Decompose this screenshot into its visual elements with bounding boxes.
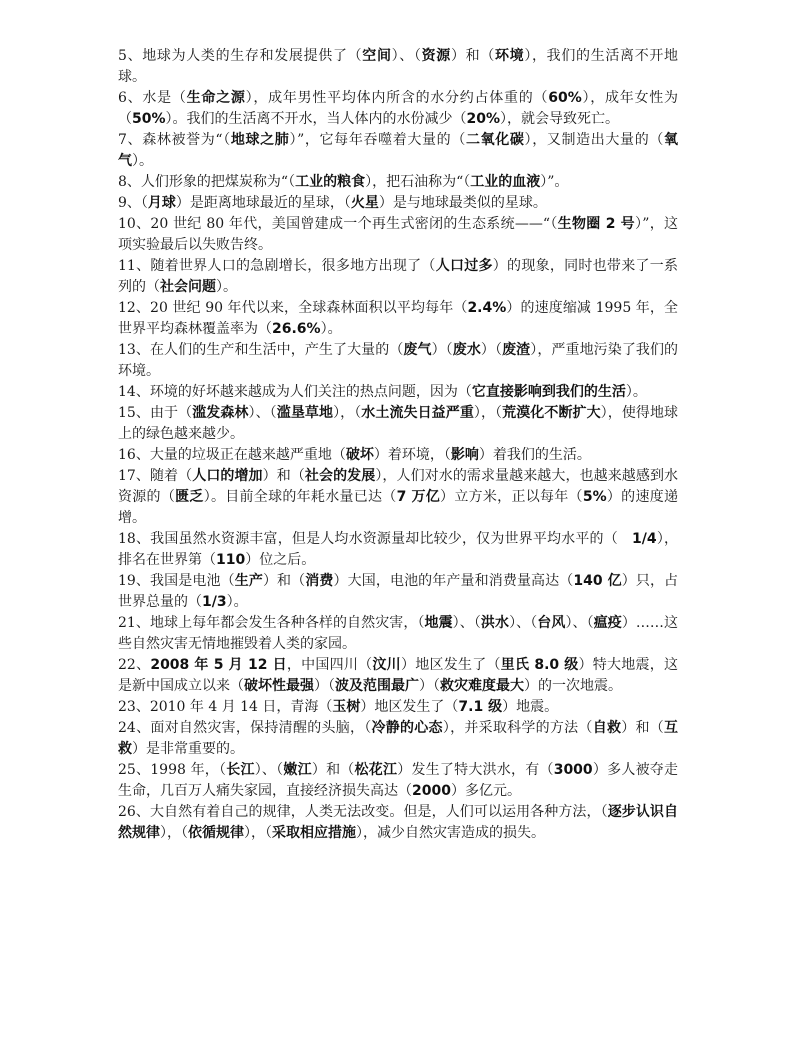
answer-text: 嫩江	[283, 762, 312, 778]
question-text: ）。	[625, 384, 647, 400]
question-text: ）大国，电池的年产量和消费量高达（	[333, 573, 574, 589]
answer-text: 地震	[424, 615, 453, 631]
question-text: 12、20 世纪 90 年代以来，全球森林面积以平均每年（	[118, 300, 468, 316]
question-text: ）和（	[450, 48, 495, 64]
question-text: 7、森林被誉为“（	[118, 132, 231, 148]
question-item	[118, 340, 678, 382]
question-text: ）（	[480, 342, 503, 358]
question-item	[118, 193, 678, 214]
question-text: ）着我们的生活。	[478, 447, 591, 463]
question-item	[118, 445, 678, 466]
question-text: ），人们对水的需求量越来越大，也越来越感到水资源的（	[118, 468, 679, 505]
answer-text: 破坏性最强	[244, 678, 314, 694]
answer-text: 氧气	[118, 132, 678, 169]
answer-text: 工业的血液	[470, 174, 541, 190]
answer-text: 26.6%	[272, 321, 321, 337]
question-text: ）是距离地球最近的星球，（	[175, 195, 351, 211]
answer-text: 人口过多	[435, 258, 493, 274]
question-text: 25、1998 年，（	[118, 762, 227, 778]
answer-text: 汶川	[372, 657, 401, 673]
answer-text: 自救	[592, 720, 622, 736]
answer-text: 环境	[495, 48, 525, 64]
answer-text: 50%	[132, 111, 166, 127]
answer-text: 2.4%	[467, 300, 507, 316]
question-text: 11、随着世界人口的急剧增长，很多地方出现了（	[118, 258, 436, 274]
question-item	[118, 256, 678, 298]
answer-text: 洪水	[480, 615, 510, 631]
answer-text: 滥发森林	[192, 405, 249, 421]
question-text: ）地震。	[502, 699, 559, 715]
question-text: ）着环境，（	[373, 447, 451, 463]
answer-text: 人口的增加	[192, 468, 263, 484]
answer-text: 它直接影响到我们的生活	[471, 384, 626, 400]
question-text: ）和（	[262, 573, 306, 589]
question-item	[118, 655, 678, 697]
answer-text: 逐步认识自然规律	[118, 804, 679, 841]
question-text: ），（	[473, 405, 503, 421]
answer-text: 废水	[452, 342, 481, 358]
answer-text: 互救	[118, 720, 679, 757]
answer-text: 空间	[362, 48, 392, 64]
question-text: ），（	[244, 825, 272, 841]
question-text: ），又制造出大量的（	[524, 132, 664, 148]
question-text: ）和（	[311, 762, 355, 778]
answer-text: 7.1 级	[458, 699, 503, 715]
question-text: ）。	[320, 321, 342, 337]
question-text: ）”，它每年吞噬着大量的（	[289, 132, 466, 148]
question-text: 9、（	[118, 195, 148, 211]
answer-text: 火星	[350, 195, 379, 211]
question-text: ）和（	[262, 468, 305, 484]
answer-text: 瘟疫	[593, 615, 622, 631]
answer-text: 60%	[548, 90, 582, 106]
answer-text: 二氧化碳	[465, 132, 525, 148]
question-text: 24、面对自然灾害，保持清醒的头脑，（	[118, 720, 372, 736]
question-text: 22、	[118, 657, 151, 673]
answer-text: 3000	[553, 762, 593, 778]
answer-text: 社会的发展	[304, 468, 376, 484]
question-text: 16、大量的垃圾正在越来越严重地（	[118, 447, 346, 463]
question-text: ，中国四川（	[286, 657, 373, 673]
question-item	[118, 298, 678, 340]
answer-text: 玉树	[332, 699, 361, 715]
answer-text: 2000	[412, 783, 451, 799]
answer-text: 1/4	[632, 531, 657, 547]
answer-text: 110	[216, 552, 246, 568]
question-text: ）是与地球最类似的星球。	[378, 195, 547, 211]
question-text: ）。	[132, 153, 153, 169]
question-text: 6、水是（	[118, 90, 187, 106]
question-text: ）。	[226, 594, 248, 610]
answer-text: 5%	[582, 489, 607, 505]
question-text: ），成年男性平均体内所含的水分约占体重的（	[245, 90, 549, 106]
answer-text: 滥垦草地	[276, 405, 334, 421]
question-text: ）（	[314, 678, 335, 694]
question-text: 10、20 世纪 80 年代，美国曾建成一个再生式密闭的生态系统——“（	[118, 216, 558, 232]
question-text: 23、2010 年 4 月 14 日，青海（	[118, 699, 333, 715]
answer-text: 2008 年 5 月 12 日	[150, 657, 287, 673]
question-text: ）、（	[509, 615, 538, 631]
question-text: ）多人被夺走生命，几百万人痛失家园，直接经济损失高达（	[118, 762, 679, 799]
question-text: ）地区发生了（	[400, 657, 501, 673]
question-text: ），使得地球上的绿色越来越少。	[118, 405, 679, 442]
question-text: ），成年女性为（	[118, 90, 679, 127]
answer-text: 生物圈 2 号	[557, 216, 635, 232]
question-text: 17、随着（	[118, 468, 193, 484]
question-item	[118, 130, 678, 172]
question-text: ）（	[419, 678, 440, 694]
question-text: ），就会导致死亡。	[500, 111, 620, 127]
question-text: ），把石油称为“（	[365, 174, 471, 190]
answer-text: 台风	[537, 615, 566, 631]
question-text: ）。	[216, 279, 237, 295]
answer-text: 里氏 8.0 级	[500, 657, 579, 673]
answer-text: 荒漠化不断扩大	[502, 405, 601, 421]
answer-text: 长江	[226, 762, 255, 778]
question-text: ），减少自然灾害造成的损失。	[356, 825, 545, 841]
question-text: ），（	[160, 825, 188, 841]
question-text: 14、环境的好坏越来越成为人们关注的热点问题，因为（	[118, 384, 472, 400]
question-text: 21、地球上每年都会发生各种各样的自然灾害，（	[118, 615, 425, 631]
answer-text: 波及范围最广	[335, 678, 419, 694]
question-text: ）位之后。	[245, 552, 316, 568]
question-text: ）。目前全球的年耗水量已达（	[203, 489, 397, 505]
question-text: 5、地球为人类的生存和发展提供了（	[118, 48, 363, 64]
question-text: ）只，占世界总量的（	[118, 573, 679, 610]
answer-text: 20%	[466, 111, 501, 127]
question-text: ），我们的生活离不开地球。	[118, 48, 679, 85]
question-text: ），（	[333, 405, 362, 421]
question-text: ），严重地污染了我们的环境。	[118, 342, 679, 379]
answer-text: 消费	[305, 573, 334, 589]
question-text: 8、人们形象的把煤炭称为“（	[118, 174, 296, 190]
answer-text: 7 万亿	[396, 489, 441, 505]
question-text: ）地区发生了（	[360, 699, 459, 715]
question-text: ）特大地震，这是新中国成立以来（	[118, 657, 679, 694]
question-text: ）的现象，同时也带来了一系列的（	[118, 258, 678, 295]
answer-text: 工业的粮食	[295, 174, 366, 190]
answer-text: 采取相应措施	[272, 825, 356, 841]
question-text: ）、（	[391, 48, 422, 64]
question-item	[118, 88, 678, 130]
question-text: ）的一次地震。	[524, 678, 622, 694]
question-text: ）。我们的生活离不开水，当人体内的水份减少（	[165, 111, 467, 127]
question-text: ）的速度递增。	[118, 489, 679, 526]
question-item	[118, 214, 678, 256]
question-item	[118, 802, 678, 844]
question-item	[118, 571, 678, 613]
question-item	[118, 529, 678, 571]
answer-text: 地球之肺	[230, 132, 290, 148]
answer-text: 破坏	[345, 447, 374, 463]
question-item	[118, 46, 678, 88]
answer-text: 资源	[421, 48, 451, 64]
question-text: ）的速度缩减 1995 年，全世界平均森林覆盖率为（	[118, 300, 679, 337]
question-text: ）发生了特大洪水，有（	[397, 762, 554, 778]
answer-text: 冷静的心态	[371, 720, 443, 736]
answer-text: 140 亿	[573, 573, 622, 589]
answer-text: 1/3	[202, 594, 227, 610]
question-text: ）”，这项实验最后以失败告终。	[118, 216, 678, 253]
question-text: 19、我国是电池（	[118, 573, 235, 589]
question-item	[118, 697, 678, 718]
question-text: ）、（	[452, 615, 481, 631]
answer-text: 救灾难度最大	[440, 678, 524, 694]
question-text: 15、由于（	[118, 405, 193, 421]
question-item	[118, 718, 678, 760]
answer-text: 月球	[147, 195, 176, 211]
answer-text: 生命之源	[186, 90, 246, 106]
document-body	[118, 46, 678, 844]
question-text: ）……这些自然灾害无情地摧毁着人类的家园。	[118, 615, 678, 652]
question-text: ）（	[431, 342, 453, 358]
question-text: ）”。	[540, 174, 569, 190]
question-text: ），并采取科学的方法（	[442, 720, 593, 736]
question-text: ）、（	[248, 405, 277, 421]
question-text: ）立方米，正以每年（	[440, 489, 583, 505]
question-item	[118, 403, 678, 445]
question-text: 26、大自然有着自己的规律，人类无法改变。但是，人们可以运用各种方法，（	[118, 804, 608, 820]
answer-text: 社会问题	[160, 279, 216, 295]
question-item	[118, 466, 678, 529]
question-text: ），排名在世界第（	[118, 531, 679, 568]
answer-text: 匮乏	[175, 489, 204, 505]
question-text: ）多亿元。	[450, 783, 521, 799]
question-text: 13、在人们的生产和生活中，产生了大量的（	[118, 342, 404, 358]
question-item	[118, 613, 678, 655]
question-text: ）是非常重要的。	[132, 741, 244, 757]
answer-text: 废渣	[502, 342, 531, 358]
question-text: 18、我国虽然水资源丰富，但是人均水资源量却比较少，仅为世界平均水平的（	[118, 531, 633, 547]
answer-text: 松花江	[354, 762, 398, 778]
question-item	[118, 172, 678, 193]
answer-text: 废气	[403, 342, 432, 358]
question-item	[118, 382, 678, 403]
answer-text: 水土流失日益严重	[361, 405, 474, 421]
question-text: ）、（	[565, 615, 594, 631]
answer-text: 依循规律	[188, 825, 244, 841]
question-item	[118, 760, 678, 802]
question-text: ）和（	[621, 720, 665, 736]
question-text: ）、（	[254, 762, 284, 778]
answer-text: 影响	[450, 447, 479, 463]
answer-text: 生产	[234, 573, 263, 589]
